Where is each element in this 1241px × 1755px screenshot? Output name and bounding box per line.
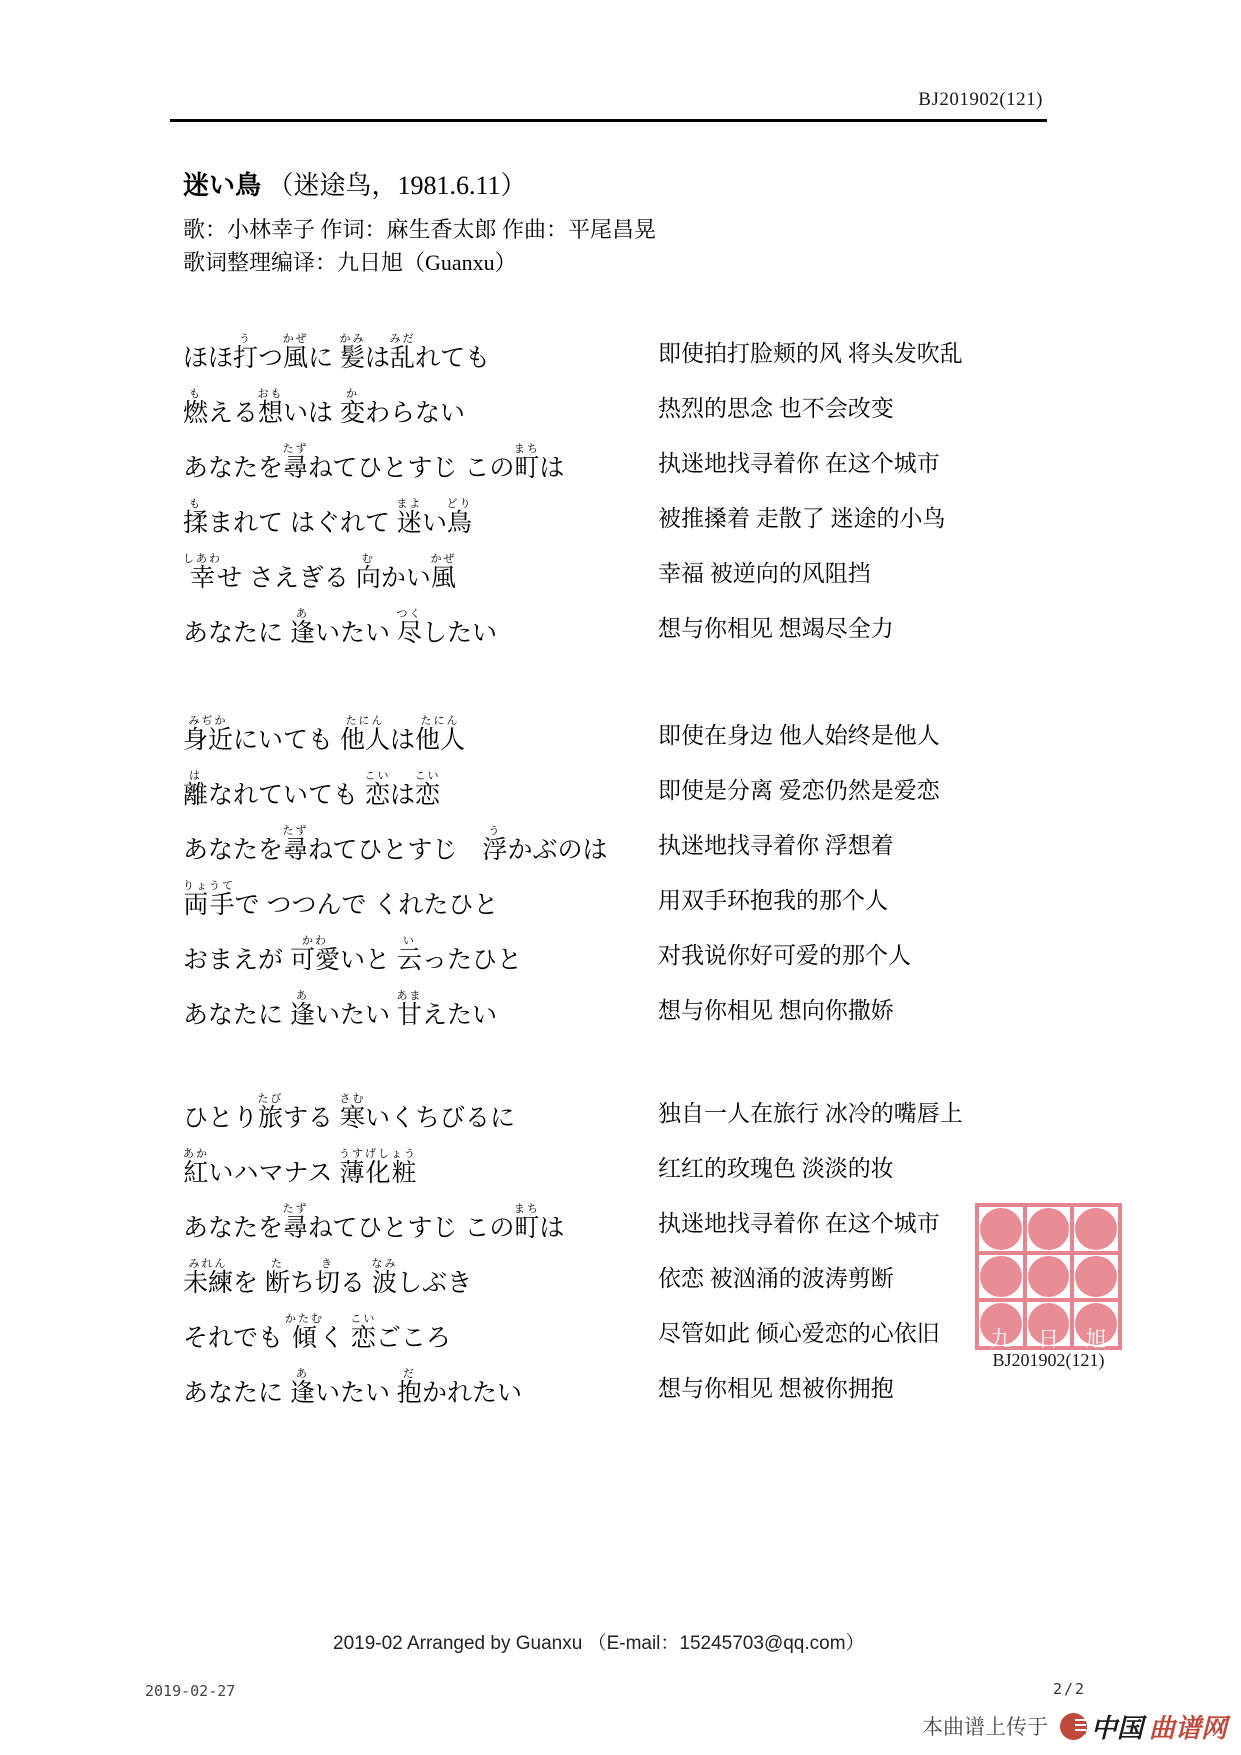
stamp-cell — [1074, 1255, 1118, 1299]
stamp-cell — [1027, 1207, 1071, 1251]
chinese-translation: 独自一人在旅行 冰冷的嘴唇上 — [658, 1101, 963, 1126]
lyric-row — [183, 700, 1193, 755]
stamp-cell — [979, 1255, 1023, 1299]
lyric-row — [183, 810, 1193, 865]
japanese-lyric: あなたを尋たずねてひとすじ この町まちは — [183, 443, 565, 482]
japanese-lyric: 揉もまれて はぐれて 迷まよい鳥どり — [183, 498, 473, 537]
seal-stamp-caption: BJ201902(121) — [992, 1350, 1105, 1370]
chinese-translation: 执迷地找寻着你 在这个城市 — [658, 1211, 940, 1236]
stamp-dot — [980, 1256, 1022, 1298]
footer-date: 2019-02-27 — [145, 1682, 236, 1700]
chinese-translation: 执迷地找寻着你 在这个城市 — [658, 451, 940, 476]
upload-prefix-label: 本曲谱上传于 — [922, 1716, 1048, 1739]
stamp-dot — [1075, 1208, 1117, 1250]
verse-1 — [183, 318, 1193, 648]
japanese-lyric: それでも 傾かたむく 恋こいごころ — [183, 1313, 451, 1352]
lyric-row — [183, 920, 1193, 975]
lyric-row — [183, 373, 1193, 428]
chinese-translation: 被推搡着 走散了 迷途的小鸟 — [658, 506, 946, 531]
stamp-dot — [1075, 1256, 1117, 1298]
japanese-lyric: あなたを尋たずねてひとすじ この町まちは — [183, 1203, 565, 1242]
japanese-lyric: あなたに 逢あいたい 甘あまえたい — [183, 990, 497, 1029]
stamp-dot — [980, 1208, 1022, 1250]
japanese-lyric: あなたに 逢あいたい 尽つくしたい — [183, 608, 497, 647]
song-title-japanese: 迷い鳥 — [183, 171, 262, 200]
lyric-row — [183, 538, 1193, 593]
lyric-row — [183, 1133, 1193, 1188]
japanese-lyric: 燃もえる想おもいは 変かわらない — [183, 388, 466, 427]
japanese-lyric: ほほ打うつ風かぜに 髪かみは乱みだれても — [183, 333, 491, 372]
footer-page-number: 2/2 — [1053, 1680, 1087, 1698]
stamp-cell — [1074, 1207, 1118, 1251]
stamp-cell — [1027, 1302, 1071, 1351]
chinese-translation: 即使是分离 爱恋仍然是爱恋 — [658, 778, 940, 803]
lyric-row — [183, 318, 1193, 373]
verse-2 — [183, 700, 1193, 1030]
japanese-lyric: 紅あかいハマナス 薄化粧うすげしょう — [183, 1148, 417, 1187]
song-title — [183, 165, 527, 202]
japanese-lyric: おまえが 可愛かわいと 云いったひと — [183, 935, 522, 974]
chinese-translation: 依恋 被汹涌的波涛剪断 — [658, 1266, 894, 1291]
lyric-row — [183, 483, 1193, 538]
chinese-translation: 热烈的思念 也不会改变 — [658, 396, 894, 421]
chinese-translation: 即使拍打脸颊的风 将头发吹乱 — [658, 341, 963, 366]
japanese-lyric: 両手りょうてで つつんで くれたひと — [183, 880, 499, 919]
chinese-translation: 尽管如此 倾心爱恋的心依旧 — [658, 1321, 940, 1346]
stamp-cell — [979, 1302, 1023, 1351]
chinese-translation: 想与你相见 想向你撒娇 — [658, 998, 894, 1023]
chinese-translation: 幸福 被逆向的风阻挡 — [658, 561, 871, 586]
site-name-china: 中国 — [1091, 1713, 1144, 1743]
seal-stamp — [975, 1203, 1122, 1350]
lyric-row — [183, 593, 1193, 648]
arranged-by-line: 2019-02 Arranged by Guanxu （E-mail：15245703@qq.com） — [333, 1633, 865, 1654]
song-title-note: （迷途鸟，1981.6.11） — [267, 171, 527, 200]
chinese-translation: 想与你相见 想竭尽全力 — [658, 616, 894, 641]
chinese-translation: 即使在身边 他人始终是他人 — [658, 723, 940, 748]
japanese-lyric: あなたを尋たずねてひとすじ 浮うかぶのは — [183, 825, 608, 864]
chinese-translation: 用双手环抱我的那个人 — [658, 888, 888, 913]
lyric-row — [183, 755, 1193, 810]
stamp-character: 九 — [990, 1327, 1012, 1351]
header-divider — [170, 119, 1047, 122]
stamp-dot — [1028, 1256, 1070, 1298]
japanese-lyric: ひとり旅たびする 寒さむいくちびるに — [183, 1093, 516, 1132]
stamp-dot — [1028, 1208, 1070, 1250]
stamp-cell — [1074, 1302, 1118, 1351]
chinese-translation: 想与你相见 想被你拥抱 — [658, 1376, 894, 1401]
stamp-cell — [979, 1207, 1023, 1251]
lyric-row — [183, 1078, 1193, 1133]
japanese-lyric: 未練みれんを 断たち切きる 波なみしぶき — [183, 1258, 472, 1297]
stamp-character: 旭 — [1085, 1327, 1107, 1351]
qupu-site-logo-icon — [1060, 1713, 1087, 1740]
credits-arranger: 歌词整理编译：九日旭（Guanxu） — [183, 250, 517, 275]
lyric-row — [183, 865, 1193, 920]
chinese-translation: 对我说你好可爱的那个人 — [658, 943, 911, 968]
japanese-lyric: 身近みぢかにいても 他人たにんは他人たにん — [183, 715, 466, 754]
japanese-lyric: あなたに 逢あいたい 抱だかれたい — [183, 1368, 522, 1407]
document-code: BJ201902(121) — [918, 89, 1043, 110]
chinese-translation: 红红的玫瑰色 淡淡的妆 — [658, 1156, 894, 1181]
lyric-row — [183, 975, 1193, 1030]
lyric-row — [183, 428, 1193, 483]
chinese-translation: 执迷地找寻着你 浮想着 — [658, 833, 894, 858]
japanese-lyric: 幸しあわせ さえぎる 向むかい風かぜ — [183, 553, 457, 592]
site-name-qupuwang: 曲谱网 — [1149, 1713, 1228, 1743]
japanese-lyric: 離はなれていても 恋こいは恋こい — [183, 770, 441, 809]
credits-artists: 歌：小林幸子 作词：麻生香太郎 作曲：平尾昌晃 — [183, 217, 657, 242]
stamp-cell — [1027, 1255, 1071, 1299]
stamp-character: 日 — [1037, 1327, 1059, 1351]
site-attribution — [922, 1708, 1227, 1744]
